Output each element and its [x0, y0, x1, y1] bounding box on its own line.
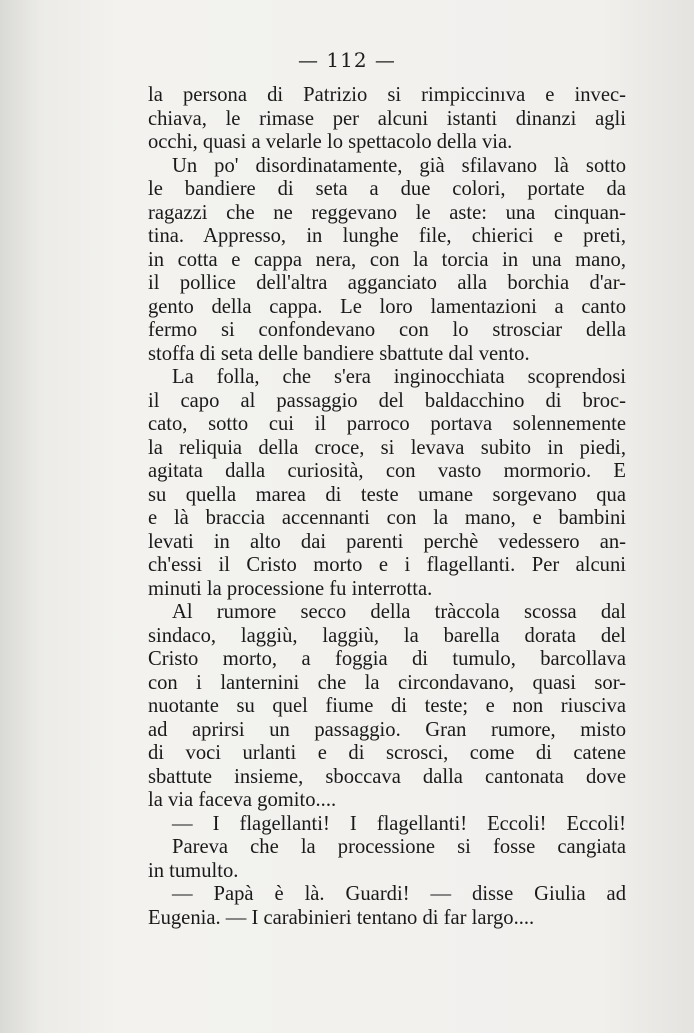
- text-line: il pollice dell'altra agganciato alla borchia d'ar-: [148, 272, 626, 294]
- text-line: nuotante su quel fiume di teste; e non riusciva: [148, 695, 626, 717]
- body-text: [148, 84, 626, 930]
- text-line: La folla, che s'era inginocchiata scoprendosi: [172, 366, 626, 388]
- text-line: e là braccia accennanti con la mano, e bambini: [148, 507, 626, 529]
- text-line: Cristo morto, a foggia di tumulo, barcollava: [148, 648, 626, 670]
- text-line: in cotta e cappa nera, con la torcia in una mano,: [148, 248, 626, 271]
- text-line: — Papà è là. Guardi! — disse Giulia ad: [172, 883, 626, 905]
- text-line: Un po' disordinatamente, già sfilavano là sotto: [172, 154, 626, 177]
- text-line: di voci urlanti e di scrosci, come di catene: [148, 742, 626, 764]
- text-line: in tumulto.: [148, 859, 239, 882]
- text-line: ad aprirsi un passaggio. Gran rumore, misto: [148, 718, 626, 741]
- text-line: agitata dalla curiosità, con vasto mormorio. E: [148, 460, 626, 482]
- text-line: ragazzi che ne reggevano le aste: una cinquan-: [148, 201, 626, 224]
- text-line: occhi, quasi a velarle lo spettacolo della via.: [148, 131, 513, 153]
- text-line: Eugenia. — I carabinieri tentano di far largo....: [148, 906, 535, 929]
- text-line: con i lanternini che la circondavano, quasi sor-: [148, 671, 626, 694]
- text-line: stoffa di seta delle bandiere sbattute dal vento.: [148, 342, 530, 365]
- text-line: la persona di Patrizio si rimpiccinıva e invec-: [148, 84, 626, 106]
- text-line: su quella marea di teste umane sorgevano qua: [148, 483, 626, 506]
- text-line: le bandiere di seta a due colori, portate da: [148, 178, 626, 200]
- text-line: — I flagellanti! I flagellanti! Eccoli! Eccoli!: [172, 812, 626, 835]
- text-line: Al rumore secco della tràccola scossa dal: [172, 601, 626, 623]
- text-line: Pareva che la processione si fosse cangiata: [172, 836, 626, 858]
- text-line: levati in alto dai parenti perchè vedessero an-: [148, 530, 626, 553]
- page-number: — 112 —: [298, 48, 396, 72]
- text-line: cato, sotto cui il parroco portava solennemente: [148, 413, 626, 435]
- text-line: la reliquia della croce, si levava subito in piedi,: [148, 436, 626, 459]
- text-line: chiava, le rimase per alcuni istanti dinanzi agli: [148, 107, 626, 130]
- text-line: ch'essi il Cristo morto e i flagellanti. Per alcuni: [148, 554, 626, 576]
- text-line: fermo si confondevano con lo strosciar della: [148, 319, 626, 341]
- text-line: la via faceva gomito....: [148, 789, 337, 811]
- text-line: gento della cappa. Le loro lamentazioni a canto: [148, 295, 626, 318]
- text-line: tina. Appresso, in lunghe file, chierici e preti,: [148, 225, 626, 247]
- text-line: minuti la processione fu interrotta.: [148, 577, 433, 600]
- text-line: sindaco, laggiù, laggiù, la barella dorata del: [148, 624, 626, 647]
- text-line: sbattute insieme, sboccava dalla cantonata dove: [148, 765, 626, 788]
- text-line: il capo al passaggio del baldacchino di broc-: [148, 389, 626, 412]
